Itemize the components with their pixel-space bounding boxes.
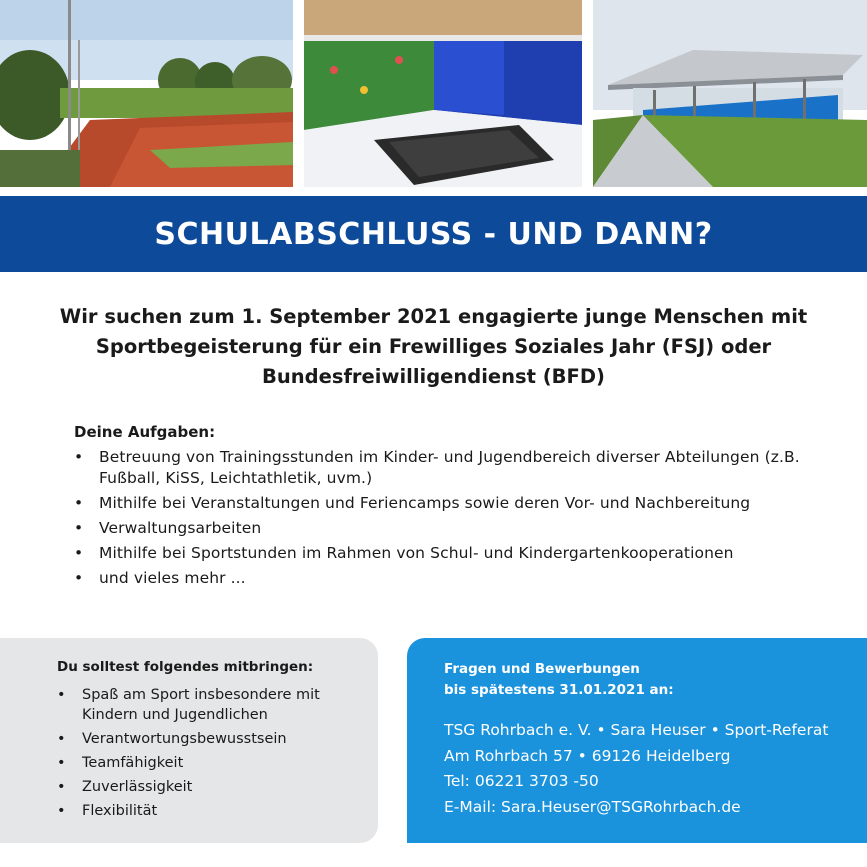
contact-details — [444, 718, 828, 820]
requirement-item: • Flexibilität — [57, 801, 357, 821]
title-banner — [0, 196, 867, 272]
intro-text — [40, 302, 827, 392]
task-item: • Mithilfe bei Sportstunden im Rahmen von Schul- und Kindergartenkooperationen — [74, 543, 834, 564]
contact-email[interactable]: E-Mail: Sara.Heuser@TSGRohrbach.de — [444, 797, 741, 816]
intro-line: Wir suchen zum 1. September 2021 engagierte junge Menschen mit — [59, 305, 808, 328]
requirement-item: • Verantwortungsbewusstsein — [57, 729, 357, 749]
task-item: • Betreuung von Trainingsstunden im Kinder- und Jugendbereich diverser Abteilungen (z.B. Fußball, KiSS, Leichtathletik, uvm.) — [74, 447, 834, 489]
contact-heading — [444, 659, 674, 701]
page-title: SCHULABSCHLUSS - UND DANN? — [154, 216, 713, 252]
requirement-item: • Zuverlässigkeit — [57, 777, 357, 797]
requirements-list — [57, 685, 357, 825]
task-item: • Verwaltungsarbeiten — [74, 518, 834, 539]
contact-panel — [407, 638, 867, 843]
stadium-photo — [0, 0, 293, 187]
covered-court-photo — [593, 0, 867, 187]
contact-address: Am Rohrbach 57 • 69126 Heidelberg — [444, 746, 731, 765]
contact-org: TSG Rohrbach e. V. • Sara Heuser • Sport-Referat — [444, 721, 829, 739]
gym-trampoline-photo — [304, 0, 582, 187]
contact-heading-line: Fragen und Bewerbungen — [444, 661, 640, 677]
contact-deadline: bis spätestens 31.01.2021 an: — [444, 682, 674, 698]
tasks-heading: Deine Aufgaben: — [74, 423, 216, 441]
intro-line: Bundesfreiwilligendienst (BFD) — [262, 365, 605, 388]
contact-phone[interactable]: Tel: 06221 3703 -50 — [444, 772, 599, 790]
task-item: • Mithilfe bei Veranstaltungen und Feriencamps sowie deren Vor- und Nachbereitung — [74, 493, 834, 514]
intro-line: Sportbegeisterung für ein Frewilliges Soziales Jahr (FSJ) oder — [95, 335, 772, 358]
requirements-heading: Du solltest folgendes mitbringen: — [57, 659, 314, 675]
requirements-panel — [0, 638, 378, 843]
task-item: • und vieles mehr ... — [74, 568, 834, 589]
requirement-item: • Spaß am Sport insbesondere mit Kindern und Jugendlichen — [57, 685, 357, 725]
tasks-section — [74, 423, 834, 593]
requirement-item: • Teamfähigkeit — [57, 753, 357, 773]
tasks-list — [74, 447, 834, 589]
